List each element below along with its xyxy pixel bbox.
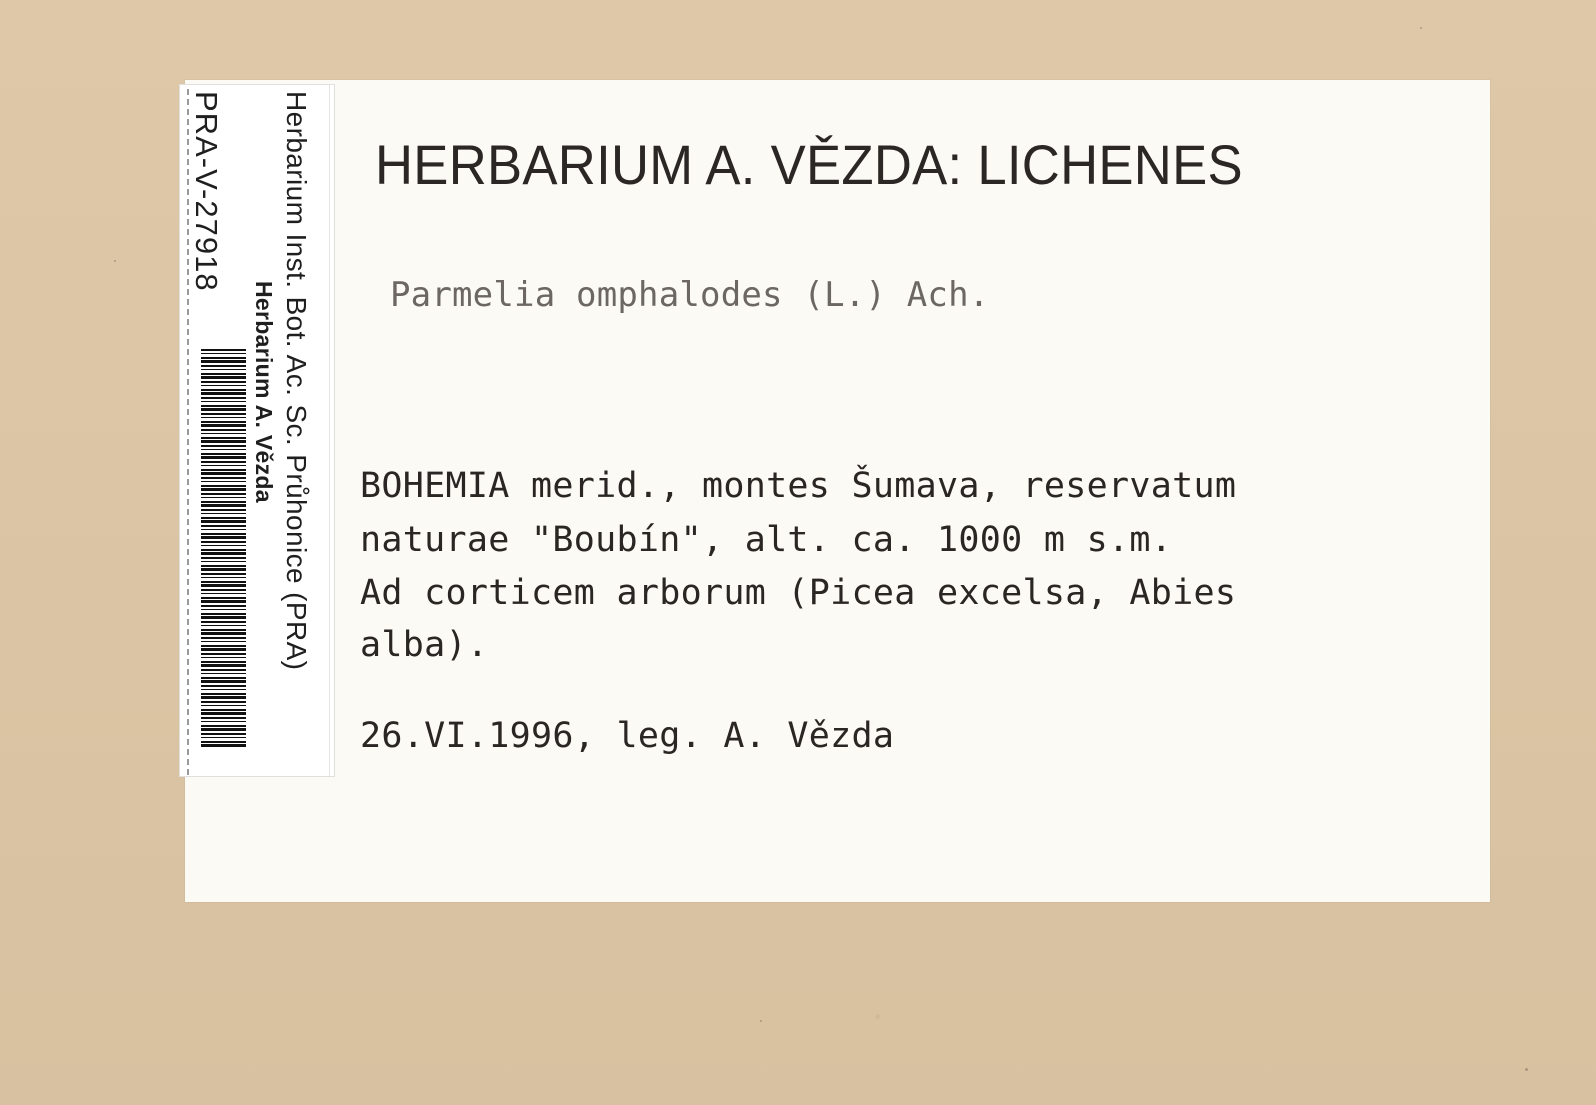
locality-line: BOHEMIA merid., montes Šumava, reservatum bbox=[360, 466, 1237, 506]
paper-speck bbox=[1420, 27, 1422, 29]
collection-data: 26.VI.1996, leg. A. Vězda bbox=[360, 716, 895, 756]
herbarium-title: HERBARIUM A. VĚZDA: LICHENES bbox=[375, 133, 1243, 196]
barcode-image bbox=[201, 349, 246, 749]
paper-speck bbox=[114, 260, 116, 262]
barcode-label bbox=[179, 84, 335, 777]
herbarium-name: Herbarium A. Vězda bbox=[251, 281, 277, 503]
herbarium-label bbox=[185, 80, 1490, 902]
locality-line: alba). bbox=[360, 625, 489, 665]
barcode-right-rule bbox=[329, 85, 330, 776]
paper-speck bbox=[760, 1020, 762, 1022]
species-name: Parmelia omphalodes (L.) Ach. bbox=[390, 275, 990, 315]
paper-speck bbox=[1525, 1068, 1528, 1071]
institution-name: Herbarium Inst. Bot. Ac. Sc. Průhonice (PRA) bbox=[281, 91, 312, 671]
specimen-id: PRA-V-27918 bbox=[189, 91, 224, 292]
locality-line: Ad corticem arborum (Picea excelsa, Abies bbox=[360, 573, 1237, 613]
locality-line: naturae "Boubín", alt. ca. 1000 m s.m. bbox=[360, 520, 1173, 560]
